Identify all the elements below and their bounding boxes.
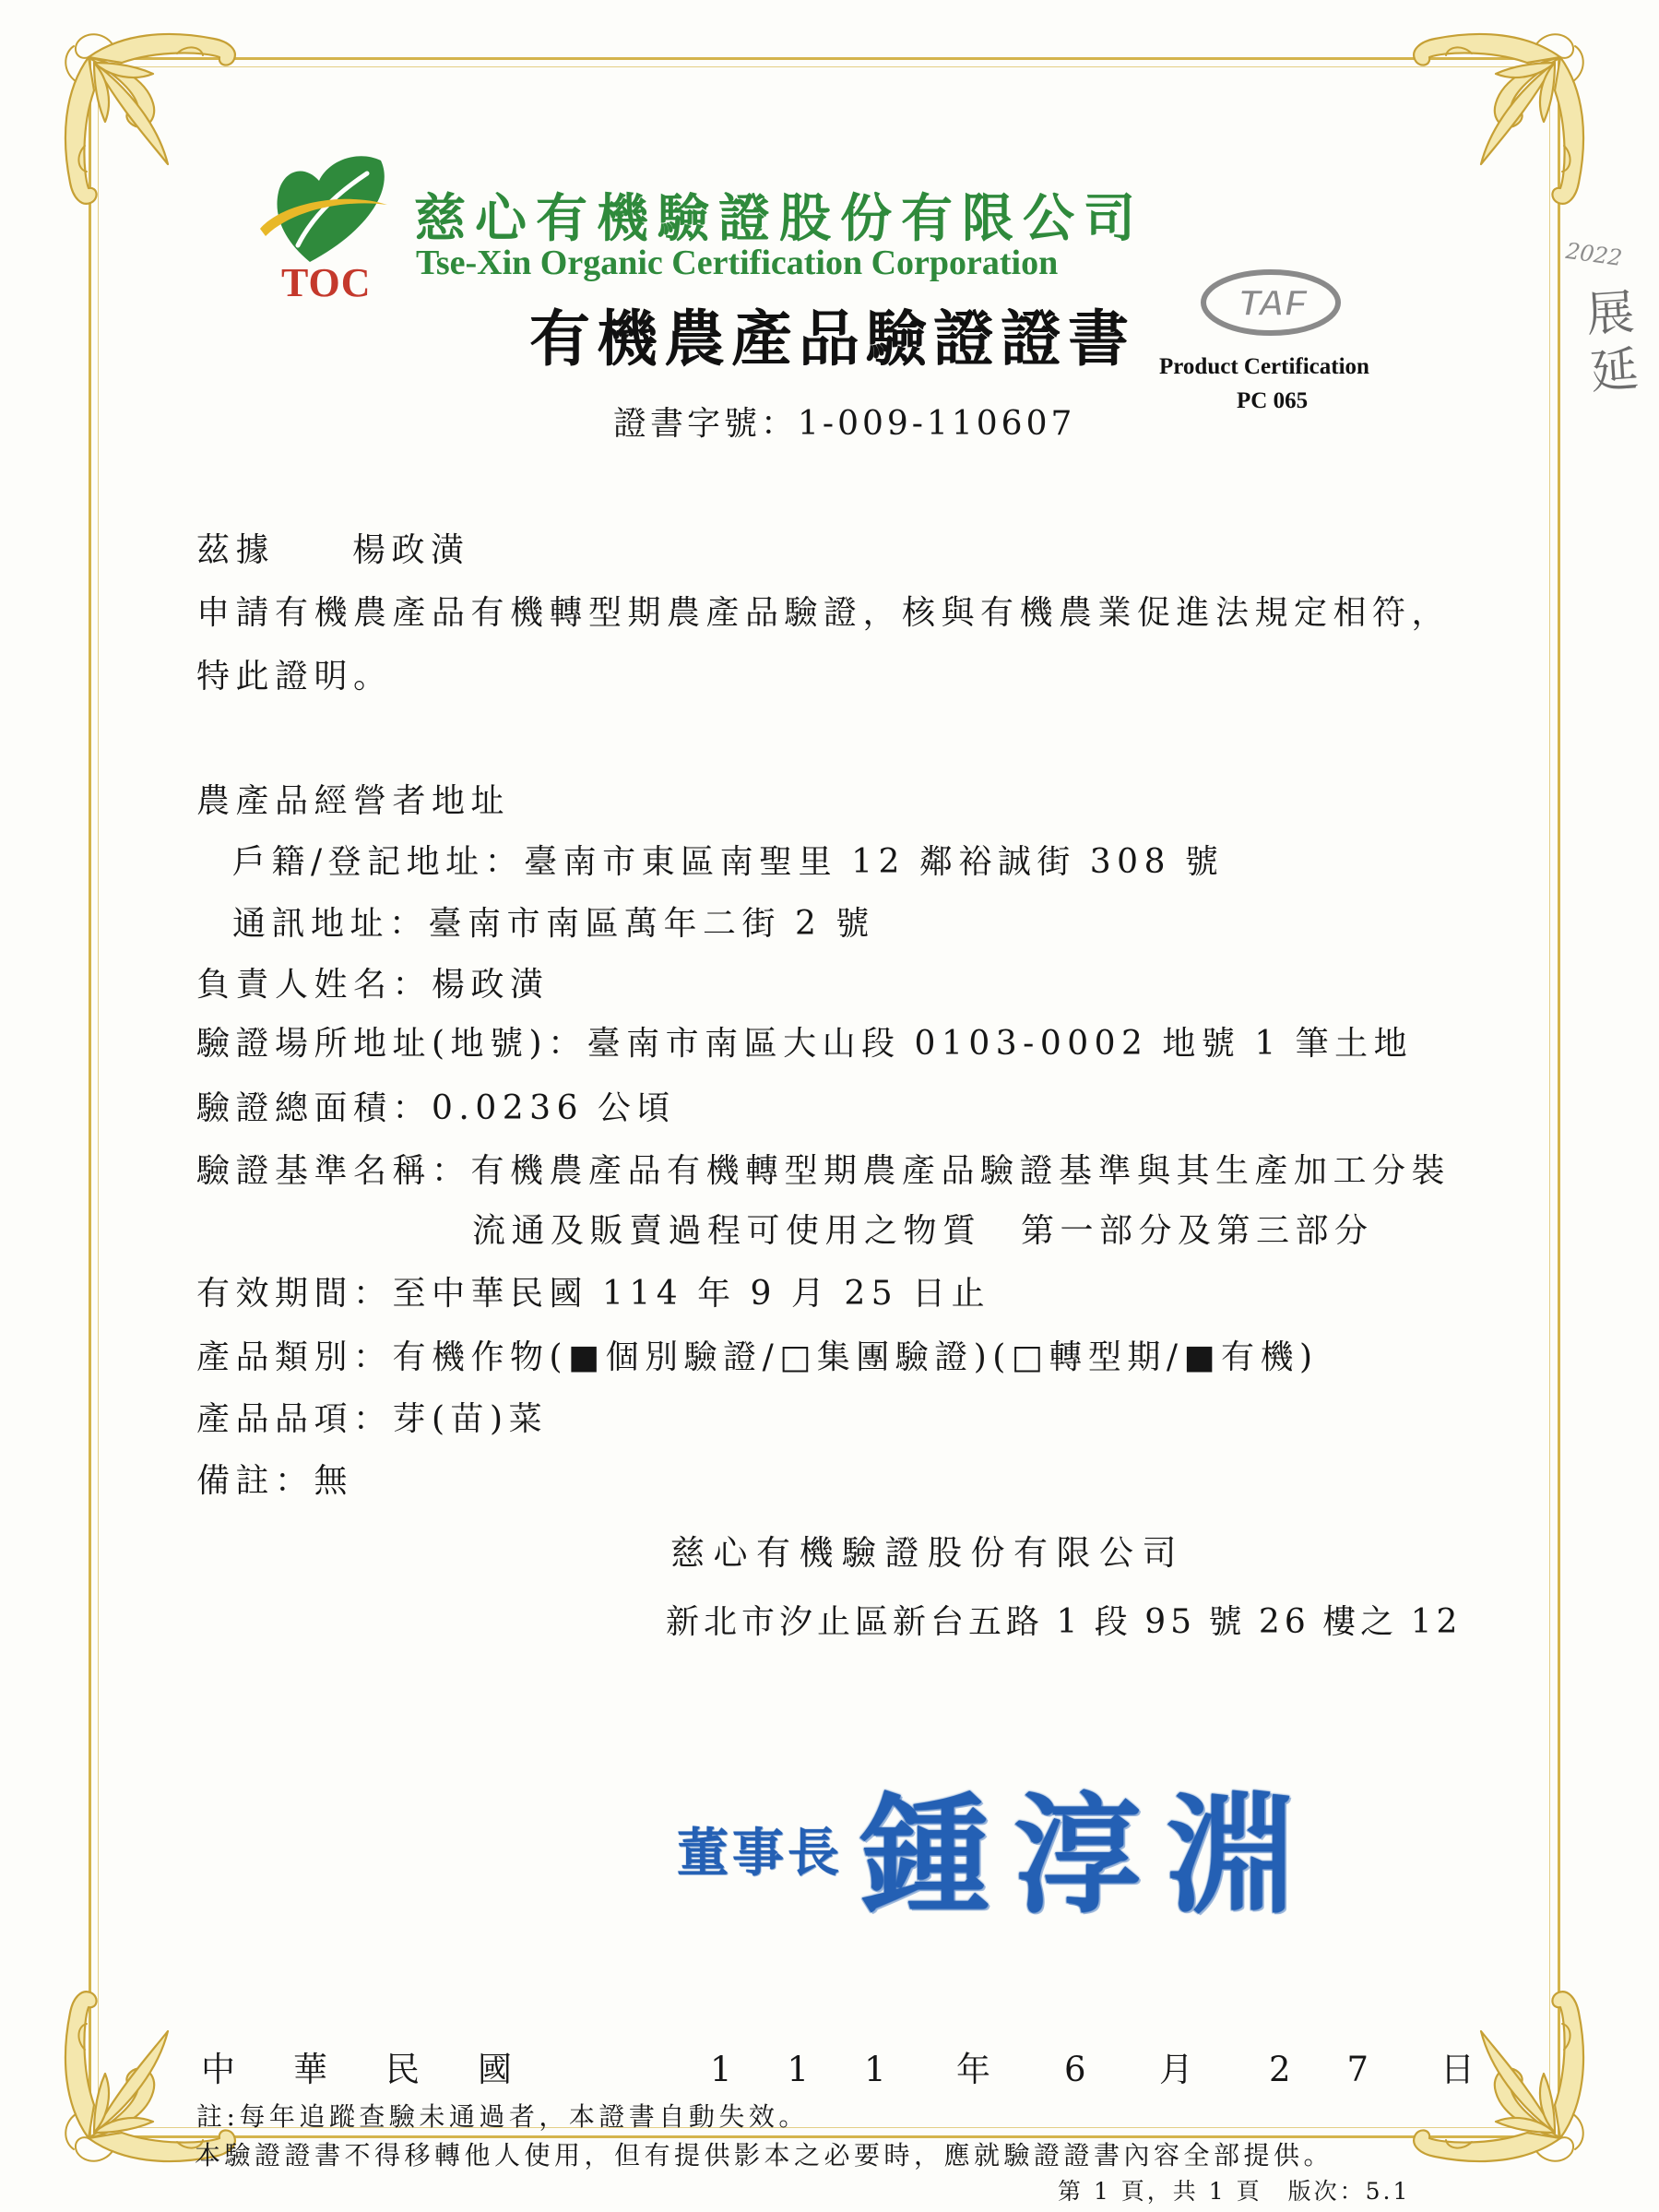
standard-value-line-2: 流通及販賣過程可使用之物質 第一部分及第三部分 <box>472 1212 1374 1250</box>
statement-line-1: 申請有機農產品有機轉型期農產品驗證，核與有機農業促進法規定相符， <box>196 594 1452 632</box>
remarks-value: 無 <box>314 1462 354 1500</box>
mailing-address-row <box>232 906 875 943</box>
site-address-value: 臺南市南區大山段 0103-0002 地號 1 筆土地 <box>587 1025 1414 1063</box>
product-category-row <box>196 1339 1319 1376</box>
standard-row <box>196 1153 1451 1190</box>
company-name-chinese: 慈心有機驗證股份有限公司 <box>414 188 1144 249</box>
corner-ornament-bottom-right <box>1407 1985 1592 2170</box>
registered-address-row <box>232 844 1224 881</box>
remarks-label: 備註： <box>196 1462 314 1500</box>
certificate-number <box>613 406 1075 443</box>
issue-date-era: 中華民國 <box>201 2050 570 2089</box>
issue-date-day-unit: 日 <box>1440 2050 1475 2089</box>
site-address-row <box>196 1026 1413 1063</box>
statement-intro: 茲據 <box>196 531 276 569</box>
note-line-2: 本驗證證書不得移轉他人使用，但有提供影本之必要時，應就驗證證書內容全部提供。 <box>195 2140 1334 2170</box>
applicant-name: 楊政潢 <box>352 531 470 569</box>
mailing-address-label: 通訊地址： <box>232 905 429 943</box>
company-name-english: Tse-Xin Organic Certification Corporation <box>416 244 1059 282</box>
corner-ornament-top-right <box>1407 26 1592 210</box>
standard-label: 驗證基準名稱： <box>196 1152 471 1190</box>
validity-label: 有效期間： <box>196 1275 393 1313</box>
certificate-title: 有機農產品驗證證書 <box>529 303 1135 375</box>
corner-ornament-top-left <box>57 26 242 210</box>
operator-address-heading: 農產品經營者地址 <box>196 782 511 820</box>
issue-date-year-unit: 年 <box>956 2050 990 2089</box>
registered-address-label: 戶籍/登記地址： <box>232 843 525 881</box>
accreditation-scheme: Product Certification <box>1159 354 1369 379</box>
accreditation-code: PC 065 <box>1237 388 1309 413</box>
issue-date-month: 6 <box>1064 2050 1086 2089</box>
issue-date-day: 27 <box>1269 2050 1426 2089</box>
responsible-person-row <box>196 967 550 1004</box>
total-area-label: 驗證總面積： <box>196 1089 433 1127</box>
handwritten-year-note: 2022 <box>1564 237 1624 272</box>
issuer-address: 新北市汐止區新台五路 1 段 95 號 26 樓之 12 <box>666 1603 1463 1641</box>
statement-line-2: 特此證明。 <box>196 658 393 696</box>
taf-accreditation-logo-icon <box>1199 268 1343 338</box>
validity-row <box>196 1276 990 1313</box>
responsible-person-value: 楊政潢 <box>432 966 550 1004</box>
page-info: 第 1 頁，共 1 頁 版次：5.1 <box>1058 2178 1411 2205</box>
product-items-label: 產品品項： <box>196 1400 393 1438</box>
chairman-title-stamp: 董事長 <box>677 1823 843 1884</box>
issuer-name: 慈心有機驗證股份有限公司 <box>670 1533 1185 1573</box>
product-category-label: 產品類別： <box>196 1338 393 1376</box>
taf-logo-text: TAF <box>1238 283 1308 324</box>
certificate-number-label: 證書字號： <box>613 405 799 443</box>
toc-heart-logo-icon <box>256 144 395 268</box>
handwritten-extension-note: 展延 <box>1575 286 1640 404</box>
responsible-person-label: 負責人姓名： <box>196 966 433 1004</box>
issue-date-month-unit: 月 <box>1159 2050 1193 2089</box>
toc-logo-text: TOC <box>281 260 372 305</box>
product-items-value: 芽(苗)菜 <box>392 1400 549 1438</box>
registered-address-value: 臺南市東區南聖里 12 鄰裕誠街 308 號 <box>524 843 1225 881</box>
issue-date-year: 111 <box>710 2050 942 2089</box>
standard-value-line-1: 有機農產品有機轉型期農產品驗證基準與其生產加工分裝 <box>470 1152 1452 1190</box>
certificate-number-value: 1-009-110607 <box>798 405 1076 443</box>
total-area-value: 0.0236 公頃 <box>432 1089 676 1127</box>
mailing-address-value: 臺南市南區萬年二街 2 號 <box>428 905 875 943</box>
site-address-label: 驗證場所地址(地號)： <box>196 1025 587 1063</box>
remarks-row <box>196 1463 353 1500</box>
product-items-row <box>196 1401 548 1438</box>
total-area-row <box>196 1090 676 1127</box>
validity-value: 至中華民國 114 年 9 月 25 日止 <box>392 1275 991 1313</box>
note-line-1: 註:每年追蹤查驗未通過者，本證書自動失效。 <box>196 2101 809 2132</box>
product-category-value: 有機作物(■個別驗證/□集團驗證)(□轉型期/■有機) <box>392 1338 1319 1376</box>
chairman-signature-stamp: 鍾淳淵 <box>860 1780 1321 1932</box>
